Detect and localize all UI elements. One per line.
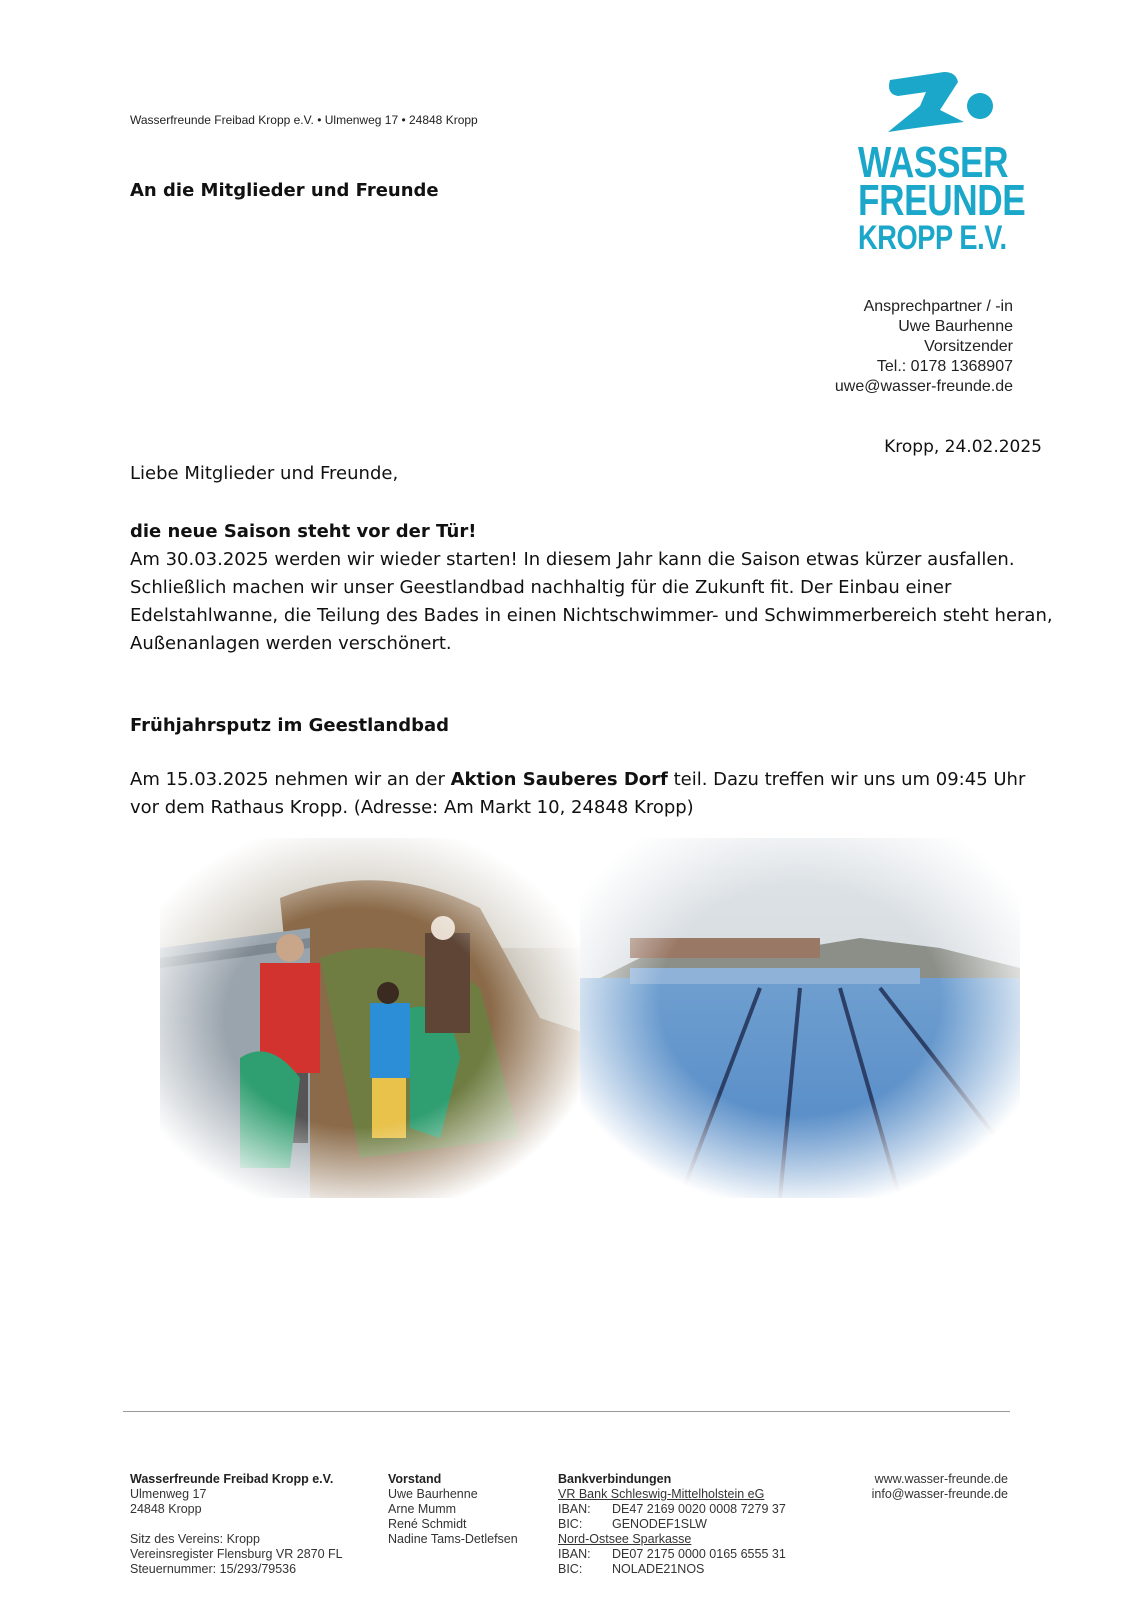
logo-line-2: FREUNDE [858, 176, 1026, 225]
contact-name: Uwe Baurhenne [898, 318, 1013, 335]
footer-web [872, 1472, 1008, 1502]
footer-org-street: Ulmenweg 17 [130, 1487, 207, 1501]
iban-label: IBAN: [558, 1502, 591, 1516]
bank2-iban: DE07 2175 0000 0165 6555 31 [612, 1547, 786, 1561]
footer-bank1-iban-row [558, 1502, 786, 1517]
footer-org-name: Wasserfreunde Freibad Kropp e.V. [130, 1472, 334, 1486]
footer-org-seat: Sitz des Vereins: Kropp [130, 1532, 260, 1546]
footer-bank2-iban-row [558, 1547, 786, 1562]
footer-bank-title: Bankverbindungen [558, 1472, 672, 1486]
salutation: Liebe Mitglieder und Freunde, [130, 463, 399, 484]
footer-website-link[interactable]: www.wasser-freunde.de [874, 1472, 1008, 1486]
footer-board-member: Nadine Tams-Detlefsen [388, 1532, 518, 1546]
footer-org-city: 24848 Kropp [130, 1502, 202, 1516]
contact-block [835, 297, 1013, 397]
contact-email[interactable]: uwe@wasser-freunde.de [834, 378, 1013, 395]
bank2-bic: NOLADE21NOS [612, 1562, 705, 1576]
iban-label: IBAN: [558, 1547, 591, 1561]
bic-label: BIC: [558, 1562, 583, 1576]
photo-collage [160, 838, 1020, 1198]
cleanup-event-name: Aktion Sauberes Dorf [450, 769, 668, 790]
footer-bank2-bic-row [558, 1562, 786, 1577]
footer-board-member: Uwe Baurhenne [388, 1487, 478, 1501]
logo [858, 66, 1026, 271]
cleanup-heading: Frühjahrsputz im Geestlandbad [130, 715, 450, 736]
footer-divider [123, 1411, 1010, 1412]
sender-address-line: Wasserfreunde Freibad Kropp e.V. • Ulmenweg 17 • 24848 Kropp [130, 113, 478, 127]
cleanup-paragraph [130, 766, 1060, 822]
footer-email-link[interactable]: info@wasser-freunde.de [871, 1487, 1008, 1501]
footer-board-member: René Schmidt [388, 1517, 467, 1531]
footer-org-register: Vereinsregister Flensburg VR 2870 FL [130, 1547, 343, 1561]
bank1-bic: GENODEF1SLW [612, 1517, 707, 1531]
cleanup-and-pool-photo [160, 838, 1020, 1198]
bank1-iban: DE47 2169 0020 0008 7279 37 [612, 1502, 786, 1516]
cleanup-text-before: Am 15.03.2025 nehmen wir an der [130, 769, 451, 790]
letter-date: Kropp, 24.02.2025 [884, 437, 1042, 457]
swimmer-icon [868, 66, 1008, 136]
footer-org-tax: Steuernummer: 15/293/79536 [130, 1562, 297, 1576]
cleanup-text-after: teil. Dazu treffen wir uns um 09:45 Uhr vor dem Rathaus Kropp. (Adresse: Am Markt 10, 24848 Kropp) [130, 769, 1026, 818]
footer-organization [130, 1472, 343, 1577]
bic-label: BIC: [558, 1517, 583, 1531]
footer-bank2-name: Nord-Ostsee Sparkasse [558, 1532, 692, 1546]
season-paragraph: Am 30.03.2025 werden wir wieder starten! In diesem Jahr kann die Saison etwas kürzer ausfallen. Schließlich machen wir unser Geestlandbad nachhaltig für die Zukunft fit. Der Einbau einer Edelstahlwanne, die Teilung des Bades in einen Nichtschwimmer- und Schwimmerbereich steht heran, Außenanlagen werden verschönert. [130, 549, 1053, 654]
footer-bank1-name: VR Bank Schleswig-Mittelholstein eG [558, 1487, 765, 1501]
recipient-line: An die Mitglieder und Freunde [130, 180, 439, 201]
logo-line-1: WASSER [858, 138, 1009, 187]
logo-line-3: KROPP E.V. [858, 219, 1007, 257]
footer-board [388, 1472, 518, 1547]
footer-board-title: Vorstand [388, 1472, 442, 1486]
contact-phone: Tel.: 0178 1368907 [876, 358, 1013, 375]
footer-bank1-bic-row [558, 1517, 786, 1532]
footer-bank [558, 1472, 786, 1577]
contact-label: Ansprechpartner / -in [863, 298, 1013, 315]
contact-role: Vorsitzender [924, 338, 1013, 355]
footer-board-member: Arne Mumm [388, 1502, 457, 1516]
season-heading: die neue Saison steht vor der Tür! [130, 521, 477, 542]
